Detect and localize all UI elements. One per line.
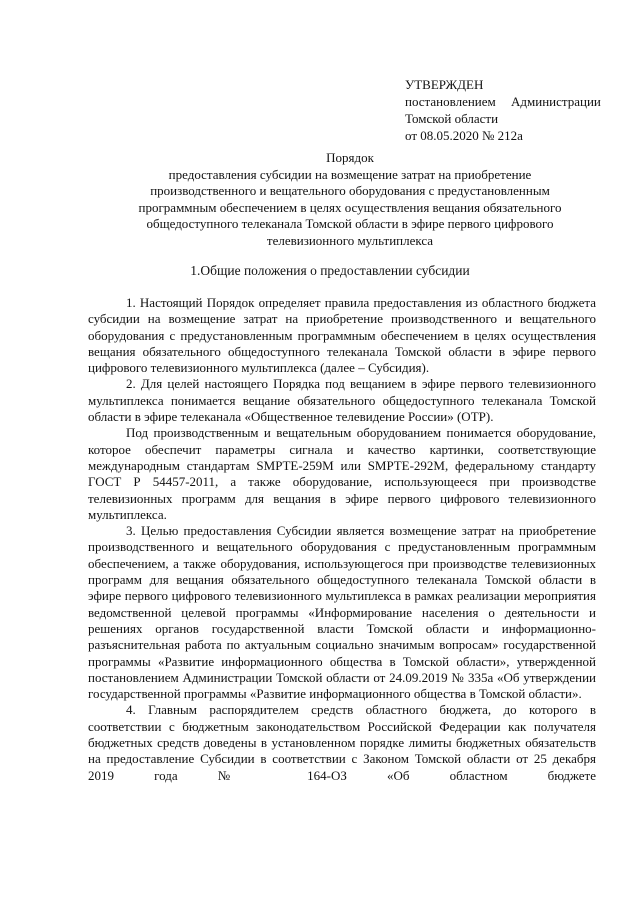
approval-date: от 08.05.2020 № 212а [405,128,523,143]
paragraph-5: 4. Главным распорядителем средств областного бюджета, до которого в соответствии с бюджетным законодательством Российской Федерации как получателя бюджетных средств доведены в установленном порядке лимиты бюджетных обязательств на предоставление Субсидии в соответствии с Законом Томской области от 25 декабря 2019 года № 164-ОЗ «Об областном бюджете [88,702,596,783]
document-body [88,295,596,784]
paragraph-4: 3. Целью предоставления Субсидии является возмещение затрат на приобретение производственного и вещательного оборудования с предустановленным программным обеспечением, а также оборудования, использующегося при производстве телевизионных программ для вещания обязательного общедоступного телеканала Томской области в эфире первого цифрового телевизионного мультиплекса в рамках реализации мероприятия ведомственной целевой программы «Информирование населения о деятельности и решениях органов государственной власти Томской области и информационно-разъяснительная работа по актуальным социально значимым вопросам» государственной программы «Развитие информационного общества в Томской области», утвержденной постановлением Администрации Томской области от 24.09.2019 № 335а «Об утверждении государственной программы «Развитие информационного общества в Томской области». [88,523,596,702]
paragraph-2: 2. Для целей настоящего Порядка под вещанием в эфире первого телевизионного мультиплекса понимается вещание обязательного общедоступного телеканала Томской области в эфире телеканала «Общественное телевидение России» (ОТР). [88,376,596,425]
section-heading: 1.Общие положения о предоставлении субсидии [190,263,470,278]
approval-stamp [405,76,605,144]
title-line-6: телевизионного мультиплекса [266,232,434,248]
approval-decree: постановлением Администрации [405,94,601,109]
title-line-3: производственного и вещательного оборудования с предустановленным [150,183,550,198]
approval-authority: Томской области [405,111,499,126]
approval-title: УТВЕРЖДЕН [405,77,484,92]
title-line-5: общедоступного телеканала Томской области в эфире первого цифрового [146,216,554,231]
title-line-4: программным обеспечением в целях осуществления вещания обязательного [138,199,562,215]
title-line-2: предоставления субсидии на возмещение затрат на приобретение [168,166,532,182]
paragraph-1: 1. Настоящий Порядок определяет правила предоставления из областного бюджета субсидии на возмещение затрат на приобретение производственного и вещательного оборудования с предустановленным программным обеспечением в целях осуществления вещания обязательного общедоступного телеканала Томской области в эфире первого цифрового телевизионного мультиплекса (далее – Субсидия). [88,295,596,376]
document-title [100,150,600,249]
title-line-1: Порядок [326,150,374,165]
paragraph-3: Под производственным и вещательным оборудованием понимается оборудование, которое обеспечит параметры сигнала и качество картинки, соответствующие международным стандартам SMPTE-259M или SMPTE-292M, федеральному стандарту ГОСТ Р 54457-2011, а также оборудование, использующееся при производстве телевизионных программ для вещания в эфире первого цифрового телевизионного мультиплекса. [88,425,596,522]
